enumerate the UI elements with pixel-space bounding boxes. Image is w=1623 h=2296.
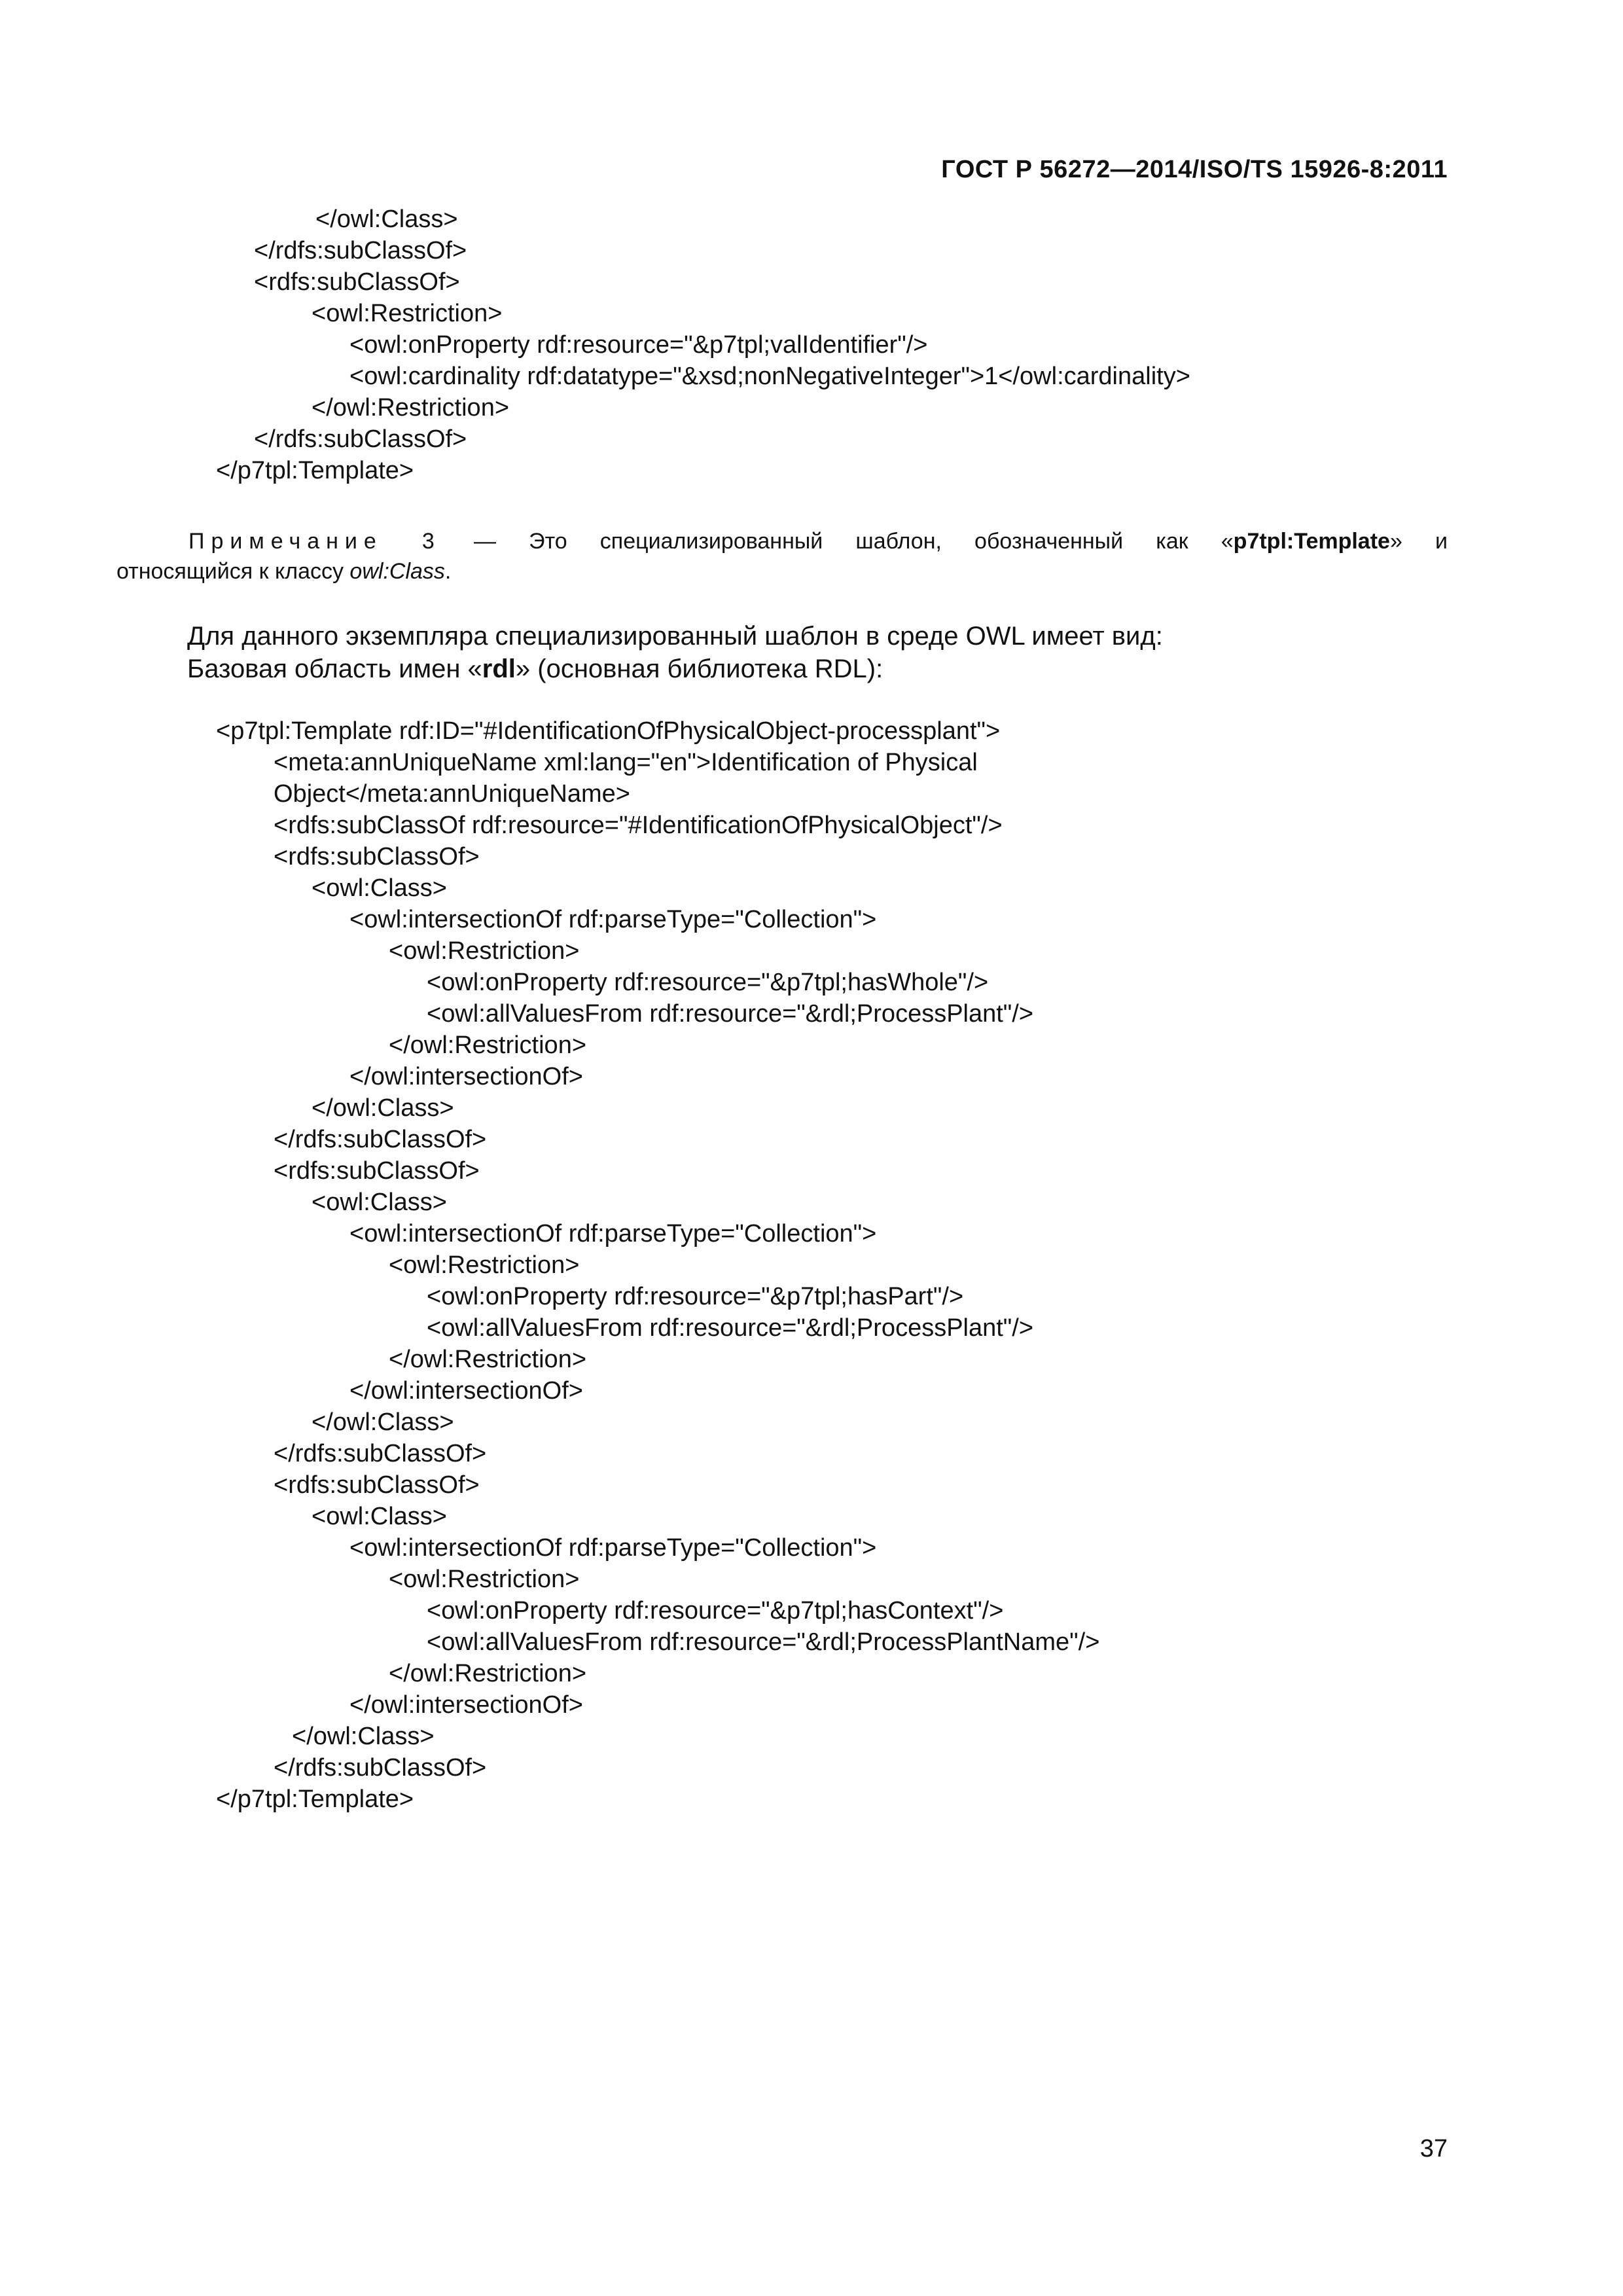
code-line: <owl:allValuesFrom rdf:resource="&rdl;ProcessPlantName"/> <box>427 1628 1100 1656</box>
code-line: </owl:Class> <box>292 1723 435 1750</box>
note-bold-term: p7tpl:Template <box>1233 529 1390 554</box>
code-line: <owl:onProperty rdf:resource="&p7tpl;hasContext"/> <box>427 1597 1004 1624</box>
code-line: </rdfs:subClassOf> <box>254 425 467 453</box>
code-line: </owl:Restriction> <box>389 1660 587 1687</box>
code-line: <rdfs:subClassOf> <box>254 268 460 296</box>
code-line: <owl:intersectionOf rdf:parseType="Collection"> <box>349 1220 877 1247</box>
code-line: <owl:onProperty rdf:resource="&p7tpl;valIdentifier"/> <box>349 331 928 359</box>
code-line: <owl:intersectionOf rdf:parseType="Collection"> <box>349 1534 877 1562</box>
code-line: </owl:Class> <box>312 1094 454 1122</box>
code-line: <owl:allValuesFrom rdf:resource="&rdl;ProcessPlant"/> <box>427 1000 1034 1028</box>
note-line-2 <box>116 556 1448 586</box>
code-line: <rdfs:subClassOf> <box>274 1471 480 1499</box>
note-3 <box>116 526 1448 586</box>
code-line: </owl:Restriction> <box>389 1031 587 1059</box>
code-line: </p7tpl:Template> <box>216 457 414 484</box>
note-line2-prefix: относящийся к классу <box>116 559 350 584</box>
code-line: <owl:Restriction> <box>389 1251 580 1279</box>
code-line: <owl:Class> <box>312 1503 447 1530</box>
code-line: <owl:onProperty rdf:resource="&p7tpl;hasWhole"/> <box>427 969 989 996</box>
code-line: Object</meta:annUniqueName> <box>274 780 630 808</box>
note-italic-term: owl:Class <box>349 559 445 584</box>
code-line: </owl:intersectionOf> <box>349 1063 583 1090</box>
code-line: </rdfs:subClassOf> <box>274 1754 487 1782</box>
page-number: 37 <box>1419 2135 1448 2162</box>
code-line: <owl:Class> <box>312 874 447 902</box>
code-line: </rdfs:subClassOf> <box>274 1440 487 1467</box>
code-line: <owl:cardinality rdf:datatype="&xsd;nonNegativeInteger">1</owl:cardinality> <box>349 363 1190 390</box>
paragraph-intro: Для данного экземпляра специализированный шаблон в среде OWL имеет вид: <box>187 622 1163 651</box>
code-line: </rdfs:subClassOf> <box>274 1126 487 1153</box>
code-line: <rdfs:subClassOf> <box>274 1157 480 1185</box>
code-line: </owl:Restriction> <box>312 394 510 422</box>
code-line: <owl:Class> <box>312 1189 447 1216</box>
code-line: </owl:Class> <box>315 206 458 233</box>
code-line: </owl:Class> <box>312 1408 454 1436</box>
code-line: </owl:Restriction> <box>389 1346 587 1373</box>
document-header: ГОСТ Р 56272—2014/ISO/TS 15926-8:2011 <box>941 156 1448 183</box>
code-line: <owl:allValuesFrom rdf:resource="&rdl;ProcessPlant"/> <box>427 1314 1034 1342</box>
code-line: <owl:Restriction> <box>312 300 503 327</box>
note-text-after: » и <box>1389 529 1448 554</box>
code-line: </owl:intersectionOf> <box>349 1377 583 1405</box>
note-dash: — <box>473 529 496 554</box>
note-line2-suffix: . <box>444 559 452 584</box>
code-line: </rdfs:subClassOf> <box>254 237 467 264</box>
paragraph-namespace-suffix: » (основная библиотека RDL): <box>515 655 883 683</box>
code-line: <owl:intersectionOf rdf:parseType="Collection"> <box>349 906 877 933</box>
note-label: Примечание 3 <box>188 529 441 554</box>
note-text-before: Это специализированный шаблон, обозначенный как « <box>529 529 1234 554</box>
code-line: <owl:onProperty rdf:resource="&p7tpl;hasPart"/> <box>427 1283 964 1310</box>
paragraph-namespace <box>187 656 883 682</box>
code-line: <owl:Restriction> <box>389 1566 580 1593</box>
code-line: <p7tpl:Template rdf:ID="#IdentificationOfPhysicalObject-processplant"> <box>216 717 1001 745</box>
paragraph-namespace-bold: rdl <box>482 655 516 683</box>
code-line: </owl:intersectionOf> <box>349 1691 583 1719</box>
code-line: <meta:annUniqueName xml:lang="en">Identification of Physical <box>274 749 978 776</box>
note-line-1 <box>116 526 1448 556</box>
code-line: <owl:Restriction> <box>389 937 580 965</box>
paragraph-namespace-prefix: Базовая область имен « <box>187 655 482 683</box>
code-line: <rdfs:subClassOf> <box>274 843 480 870</box>
code-line: <rdfs:subClassOf rdf:resource="#IdentificationOfPhysicalObject"/> <box>274 812 1003 839</box>
code-line: </p7tpl:Template> <box>216 1785 414 1813</box>
